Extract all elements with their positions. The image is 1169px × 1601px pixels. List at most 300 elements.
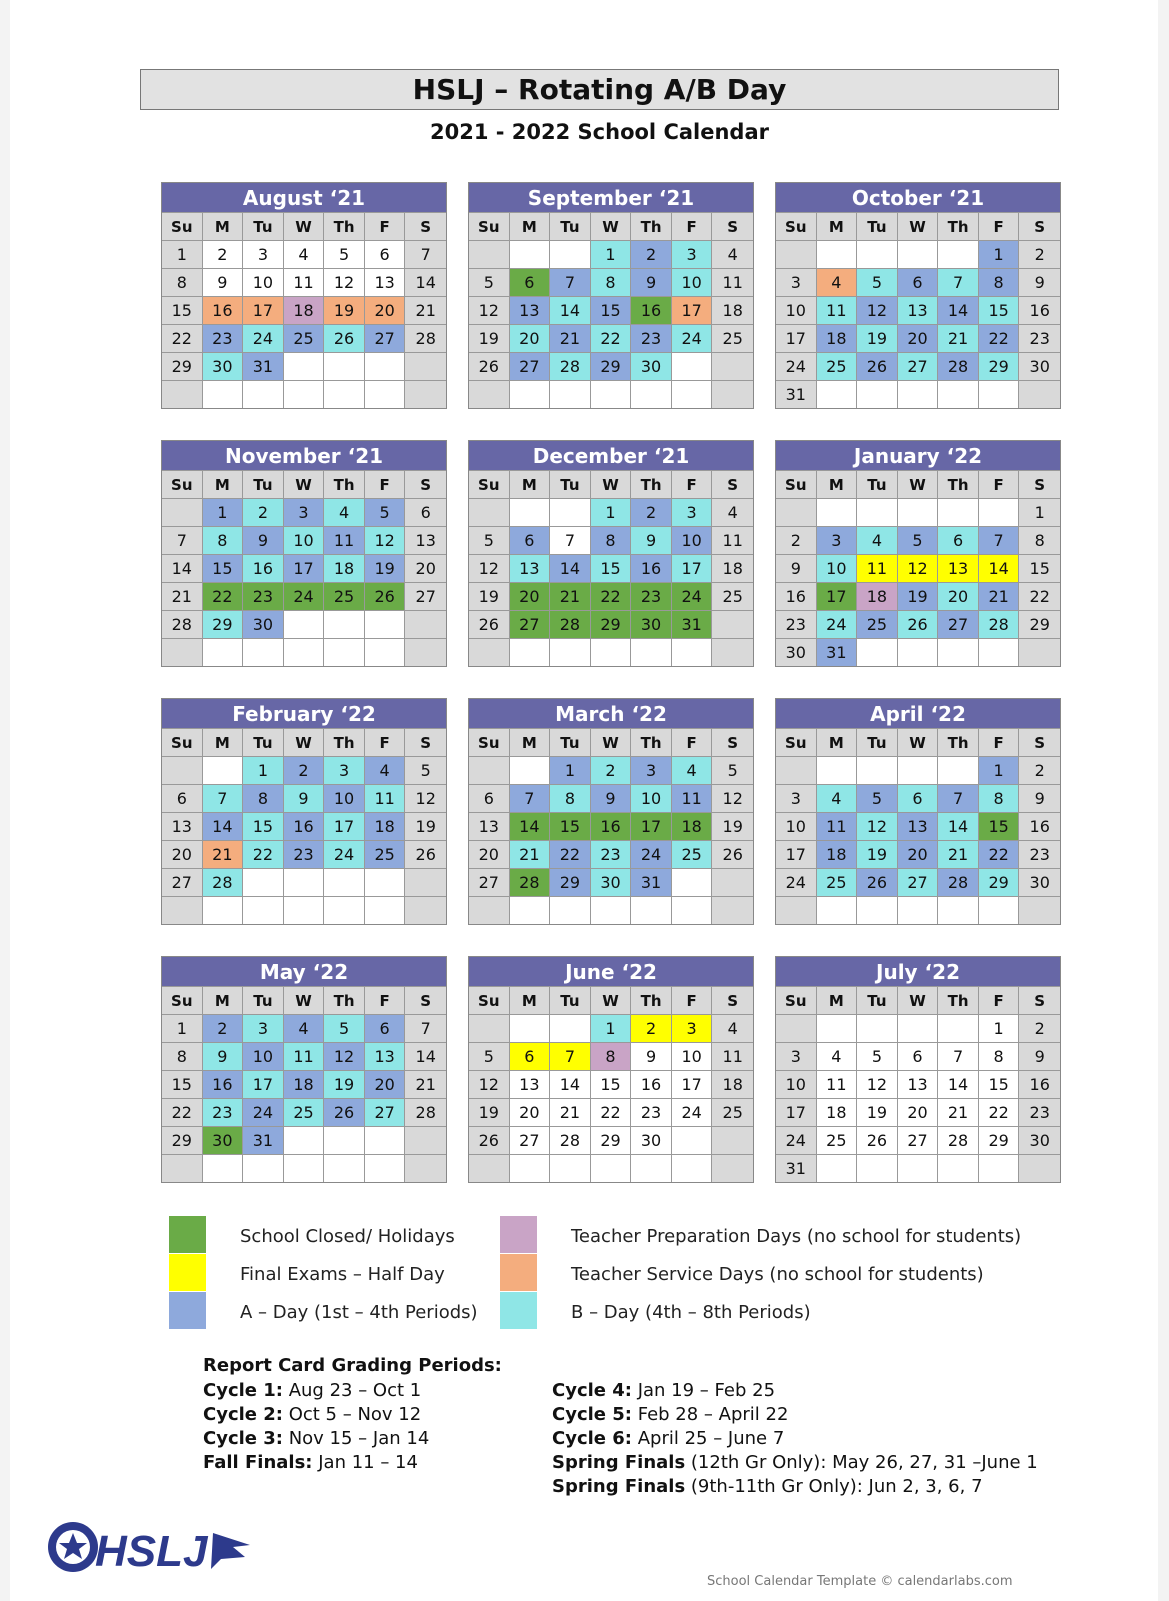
day-cell: 13 <box>405 526 446 554</box>
blank-cell <box>405 868 446 896</box>
day-cell: 12 <box>857 1070 898 1098</box>
day-cell: 2 <box>203 240 244 268</box>
day-cell: 12 <box>405 784 446 812</box>
day-cell: 24 <box>776 868 817 896</box>
legend-swatch <box>169 1216 206 1253</box>
blank-cell <box>162 896 203 924</box>
day-cell: 17 <box>776 1098 817 1126</box>
day-cell: 29 <box>591 1126 632 1154</box>
day-cell: 25 <box>324 582 365 610</box>
weekday-header: W <box>284 212 325 240</box>
weekday-header: F <box>365 986 406 1014</box>
day-cell: 10 <box>243 268 284 296</box>
day-cell: 26 <box>857 1126 898 1154</box>
day-cell: 12 <box>857 296 898 324</box>
day-cell: 20 <box>162 840 203 868</box>
day-cell: 23 <box>203 324 244 352</box>
day-cell: 9 <box>203 268 244 296</box>
day-cell: 27 <box>510 610 551 638</box>
blank-cell <box>672 1154 713 1182</box>
day-cell: 16 <box>776 582 817 610</box>
day-cell: 4 <box>324 498 365 526</box>
blank-cell <box>776 1014 817 1042</box>
day-cell: 23 <box>1019 1098 1060 1126</box>
blank-cell <box>324 352 365 380</box>
day-cell: 5 <box>324 1014 365 1042</box>
day-cell: 17 <box>324 812 365 840</box>
blank-cell <box>469 756 510 784</box>
day-cell: 8 <box>162 268 203 296</box>
blank-cell <box>672 638 713 666</box>
day-cell: 23 <box>284 840 325 868</box>
day-cell: 11 <box>365 784 406 812</box>
legend-swatch <box>500 1254 537 1291</box>
grading-period-dates: Nov 15 – Jan 14 <box>282 1428 430 1449</box>
day-cell: 12 <box>469 1070 510 1098</box>
month-days-grid <box>776 470 1060 666</box>
legend-swatch <box>169 1254 206 1291</box>
day-cell: 4 <box>365 756 406 784</box>
day-cell: 13 <box>510 1070 551 1098</box>
day-cell: 23 <box>203 1098 244 1126</box>
day-cell: 8 <box>1019 526 1060 554</box>
weekday-header: S <box>1019 212 1060 240</box>
month-name: January ‘22 <box>776 441 1060 470</box>
blank-cell <box>898 896 939 924</box>
day-cell: 10 <box>776 296 817 324</box>
blank-cell <box>857 1154 898 1182</box>
day-cell: 19 <box>324 1070 365 1098</box>
weekday-header: M <box>203 212 244 240</box>
weekday-header: Su <box>162 986 203 1014</box>
day-cell: 17 <box>776 324 817 352</box>
day-cell: 4 <box>857 526 898 554</box>
blank-cell <box>898 498 939 526</box>
weekday-header: M <box>510 986 551 1014</box>
day-cell: 6 <box>510 526 551 554</box>
blank-cell <box>405 896 446 924</box>
weekday-header: Tu <box>550 728 591 756</box>
blank-cell <box>162 638 203 666</box>
day-cell: 25 <box>857 610 898 638</box>
day-cell: 5 <box>898 526 939 554</box>
day-cell: 16 <box>203 296 244 324</box>
grading-period-dates: Jan 19 – Feb 25 <box>631 1380 776 1401</box>
weekday-header: S <box>1019 728 1060 756</box>
day-cell: 3 <box>776 784 817 812</box>
day-cell: 24 <box>324 840 365 868</box>
month-card <box>468 956 754 1183</box>
day-cell: 14 <box>938 1070 979 1098</box>
weekday-header: S <box>712 728 753 756</box>
legend-swatch <box>500 1292 537 1329</box>
day-cell: 28 <box>203 868 244 896</box>
weekday-header: S <box>712 986 753 1014</box>
day-cell: 15 <box>550 812 591 840</box>
blank-cell <box>550 638 591 666</box>
day-cell: 25 <box>817 868 858 896</box>
day-cell: 27 <box>469 868 510 896</box>
day-cell: 16 <box>631 1070 672 1098</box>
blank-cell <box>510 1014 551 1042</box>
weekday-header: S <box>405 470 446 498</box>
blank-cell <box>979 1154 1020 1182</box>
weekday-header: Tu <box>857 728 898 756</box>
day-cell: 12 <box>898 554 939 582</box>
day-cell: 17 <box>243 1070 284 1098</box>
day-cell: 10 <box>631 784 672 812</box>
day-cell: 29 <box>1019 610 1060 638</box>
day-cell: 20 <box>510 582 551 610</box>
day-cell: 15 <box>243 812 284 840</box>
day-cell: 23 <box>631 324 672 352</box>
day-cell: 28 <box>405 324 446 352</box>
month-name: July ‘22 <box>776 957 1060 986</box>
day-cell: 2 <box>203 1014 244 1042</box>
month-name: March ‘22 <box>469 699 753 728</box>
day-cell: 9 <box>1019 1042 1060 1070</box>
day-cell: 1 <box>979 756 1020 784</box>
day-cell: 2 <box>1019 756 1060 784</box>
weekday-header: F <box>979 212 1020 240</box>
blank-cell <box>817 1014 858 1042</box>
weekday-header: F <box>672 986 713 1014</box>
day-cell: 8 <box>591 1042 632 1070</box>
day-cell: 9 <box>1019 268 1060 296</box>
day-cell: 21 <box>979 582 1020 610</box>
day-cell: 2 <box>284 756 325 784</box>
grading-period-row <box>203 1427 429 1451</box>
blank-cell <box>938 498 979 526</box>
day-cell: 14 <box>979 554 1020 582</box>
day-cell: 14 <box>162 554 203 582</box>
day-cell: 28 <box>162 610 203 638</box>
legend-label: Teacher Preparation Days (no school for students) <box>571 1226 1022 1247</box>
day-cell: 30 <box>243 610 284 638</box>
day-cell: 24 <box>243 324 284 352</box>
weekday-header: W <box>591 212 632 240</box>
day-cell: 6 <box>162 784 203 812</box>
blank-cell <box>510 638 551 666</box>
weekday-header: Th <box>938 212 979 240</box>
day-cell: 17 <box>672 554 713 582</box>
day-cell: 26 <box>898 610 939 638</box>
month-days-grid <box>162 728 446 924</box>
day-cell: 11 <box>712 526 753 554</box>
blank-cell <box>324 380 365 408</box>
weekday-header: S <box>1019 986 1060 1014</box>
day-cell: 5 <box>469 1042 510 1070</box>
day-cell: 6 <box>898 784 939 812</box>
day-cell: 18 <box>712 296 753 324</box>
weekday-header: Tu <box>857 212 898 240</box>
day-cell: 6 <box>510 268 551 296</box>
blank-cell <box>284 638 325 666</box>
day-cell: 12 <box>324 1042 365 1070</box>
month-days-grid <box>469 470 753 666</box>
day-cell: 13 <box>510 296 551 324</box>
blank-cell <box>203 756 244 784</box>
month-days-grid <box>776 986 1060 1182</box>
day-cell: 5 <box>405 756 446 784</box>
blank-cell <box>469 1154 510 1182</box>
day-cell: 22 <box>1019 582 1060 610</box>
day-cell: 10 <box>672 1042 713 1070</box>
blank-cell <box>712 638 753 666</box>
day-cell: 22 <box>243 840 284 868</box>
month-card <box>161 182 447 409</box>
day-cell: 5 <box>324 240 365 268</box>
blank-cell <box>365 1126 406 1154</box>
blank-cell <box>550 896 591 924</box>
hslj-logo <box>45 1519 255 1579</box>
day-cell: 29 <box>979 868 1020 896</box>
day-cell: 8 <box>979 1042 1020 1070</box>
blank-cell <box>243 896 284 924</box>
day-cell: 5 <box>469 268 510 296</box>
day-cell: 2 <box>1019 240 1060 268</box>
weekday-header: M <box>817 728 858 756</box>
day-cell: 4 <box>712 498 753 526</box>
blank-cell <box>203 1154 244 1182</box>
weekday-header: Tu <box>857 470 898 498</box>
day-cell: 26 <box>405 840 446 868</box>
day-cell: 15 <box>1019 554 1060 582</box>
blank-cell <box>938 1014 979 1042</box>
weekday-header: W <box>591 470 632 498</box>
day-cell: 20 <box>938 582 979 610</box>
day-cell: 19 <box>857 840 898 868</box>
blank-cell <box>405 1154 446 1182</box>
day-cell: 5 <box>712 756 753 784</box>
blank-cell <box>672 896 713 924</box>
day-cell: 10 <box>243 1042 284 1070</box>
month-card <box>161 956 447 1183</box>
weekday-header: Tu <box>243 212 284 240</box>
month-days-grid <box>776 212 1060 408</box>
day-cell: 7 <box>550 268 591 296</box>
blank-cell <box>243 638 284 666</box>
blank-cell <box>324 638 365 666</box>
weekday-header: W <box>898 986 939 1014</box>
day-cell: 3 <box>672 1014 713 1042</box>
weekday-header: W <box>284 728 325 756</box>
weekday-header: Th <box>938 986 979 1014</box>
weekday-header: M <box>817 986 858 1014</box>
blank-cell <box>203 638 244 666</box>
blank-cell <box>898 1014 939 1042</box>
day-cell: 22 <box>550 840 591 868</box>
month-name: June ‘22 <box>469 957 753 986</box>
blank-cell <box>938 240 979 268</box>
day-cell: 14 <box>550 554 591 582</box>
weekday-header: Su <box>469 470 510 498</box>
day-cell: 20 <box>365 1070 406 1098</box>
blank-cell <box>979 498 1020 526</box>
day-cell: 21 <box>938 324 979 352</box>
day-cell: 3 <box>817 526 858 554</box>
weekday-header: W <box>898 470 939 498</box>
blank-cell <box>898 240 939 268</box>
day-cell: 28 <box>550 1126 591 1154</box>
blank-cell <box>324 610 365 638</box>
day-cell: 18 <box>284 1070 325 1098</box>
day-cell: 8 <box>591 268 632 296</box>
day-cell: 8 <box>243 784 284 812</box>
weekday-header: F <box>365 470 406 498</box>
month-name: December ‘21 <box>469 441 753 470</box>
day-cell: 25 <box>817 1126 858 1154</box>
day-cell: 5 <box>857 784 898 812</box>
grading-period-label: Cycle 1: <box>203 1380 283 1401</box>
blank-cell <box>712 1126 753 1154</box>
blank-cell <box>405 638 446 666</box>
day-cell: 4 <box>712 240 753 268</box>
day-cell: 19 <box>712 812 753 840</box>
blank-cell <box>162 756 203 784</box>
day-cell: 27 <box>898 1126 939 1154</box>
day-cell: 9 <box>631 1042 672 1070</box>
month-card <box>775 182 1061 409</box>
blank-cell <box>284 352 325 380</box>
grading-period-label: Cycle 6: <box>552 1428 632 1449</box>
day-cell: 27 <box>365 1098 406 1126</box>
weekday-header: F <box>365 728 406 756</box>
weekday-header: M <box>510 470 551 498</box>
day-cell: 10 <box>672 526 713 554</box>
day-cell: 15 <box>203 554 244 582</box>
legend-label: Teacher Service Days (no school for students) <box>571 1264 984 1285</box>
day-cell: 22 <box>162 1098 203 1126</box>
weekday-header: Tu <box>243 728 284 756</box>
day-cell: 2 <box>631 498 672 526</box>
weekday-header: F <box>672 728 713 756</box>
day-cell: 28 <box>550 352 591 380</box>
day-cell: 2 <box>776 526 817 554</box>
day-cell: 19 <box>469 1098 510 1126</box>
day-cell: 20 <box>469 840 510 868</box>
day-cell: 3 <box>243 1014 284 1042</box>
day-cell: 19 <box>898 582 939 610</box>
weekday-header: Su <box>469 986 510 1014</box>
day-cell: 27 <box>510 1126 551 1154</box>
blank-cell <box>243 380 284 408</box>
blank-cell <box>898 756 939 784</box>
weekday-header: M <box>817 212 858 240</box>
weekday-header: M <box>203 470 244 498</box>
day-cell: 23 <box>631 1098 672 1126</box>
weekday-header: Tu <box>550 986 591 1014</box>
day-cell: 10 <box>776 1070 817 1098</box>
day-cell: 7 <box>550 1042 591 1070</box>
legend-label: B – Day (4th – 8th Periods) <box>571 1302 811 1323</box>
weekday-header: W <box>284 986 325 1014</box>
day-cell: 16 <box>1019 296 1060 324</box>
day-cell: 5 <box>365 498 406 526</box>
blank-cell <box>203 896 244 924</box>
day-cell: 15 <box>162 1070 203 1098</box>
weekday-header: W <box>898 728 939 756</box>
grading-period-dates: Jan 11 – 14 <box>312 1452 418 1473</box>
blank-cell <box>672 352 713 380</box>
day-cell: 31 <box>243 352 284 380</box>
day-cell: 12 <box>469 296 510 324</box>
day-cell: 27 <box>365 324 406 352</box>
day-cell: 9 <box>203 1042 244 1070</box>
day-cell: 28 <box>938 868 979 896</box>
page-subtitle: 2021 - 2022 School Calendar <box>430 120 769 144</box>
day-cell: 7 <box>162 526 203 554</box>
day-cell: 18 <box>817 1098 858 1126</box>
day-cell: 7 <box>938 784 979 812</box>
day-cell: 21 <box>405 296 446 324</box>
blank-cell <box>1019 638 1060 666</box>
blank-cell <box>243 868 284 896</box>
blank-cell <box>510 1154 551 1182</box>
weekday-header: Tu <box>550 470 591 498</box>
month-name: September ‘21 <box>469 183 753 212</box>
month-card <box>161 698 447 925</box>
day-cell: 6 <box>365 240 406 268</box>
blank-cell <box>857 756 898 784</box>
grading-period-row <box>203 1451 418 1475</box>
blank-cell <box>591 638 632 666</box>
day-cell: 19 <box>469 324 510 352</box>
day-cell: 10 <box>324 784 365 812</box>
blank-cell <box>857 1014 898 1042</box>
day-cell: 17 <box>631 812 672 840</box>
blank-cell <box>324 896 365 924</box>
blank-cell <box>857 240 898 268</box>
day-cell: 19 <box>405 812 446 840</box>
day-cell: 9 <box>591 784 632 812</box>
weekday-header: M <box>203 986 244 1014</box>
blank-cell <box>857 638 898 666</box>
day-cell: 9 <box>776 554 817 582</box>
blank-cell <box>510 756 551 784</box>
grading-periods-heading: Report Card Grading Periods: <box>203 1355 502 1376</box>
weekday-header: S <box>712 470 753 498</box>
weekday-header: F <box>979 728 1020 756</box>
day-cell: 13 <box>162 812 203 840</box>
weekday-header: Tu <box>243 470 284 498</box>
weekday-header: Tu <box>550 212 591 240</box>
blank-cell <box>776 756 817 784</box>
day-cell: 19 <box>324 296 365 324</box>
day-cell: 26 <box>469 1126 510 1154</box>
weekday-header: S <box>1019 470 1060 498</box>
weekday-header: W <box>284 470 325 498</box>
blank-cell <box>324 868 365 896</box>
blank-cell <box>979 638 1020 666</box>
blank-cell <box>817 498 858 526</box>
day-cell: 11 <box>712 268 753 296</box>
day-cell: 31 <box>631 868 672 896</box>
grading-period-label: Spring Finals <box>552 1476 686 1497</box>
eagle-icon <box>211 1533 250 1569</box>
blank-cell <box>591 380 632 408</box>
blank-cell <box>284 1126 325 1154</box>
day-cell: 3 <box>243 240 284 268</box>
day-cell: 19 <box>469 582 510 610</box>
blank-cell <box>898 1154 939 1182</box>
legend-swatch <box>500 1216 537 1253</box>
day-cell: 25 <box>712 582 753 610</box>
day-cell: 23 <box>1019 840 1060 868</box>
day-cell: 28 <box>510 868 551 896</box>
blank-cell <box>365 638 406 666</box>
blank-cell <box>979 380 1020 408</box>
